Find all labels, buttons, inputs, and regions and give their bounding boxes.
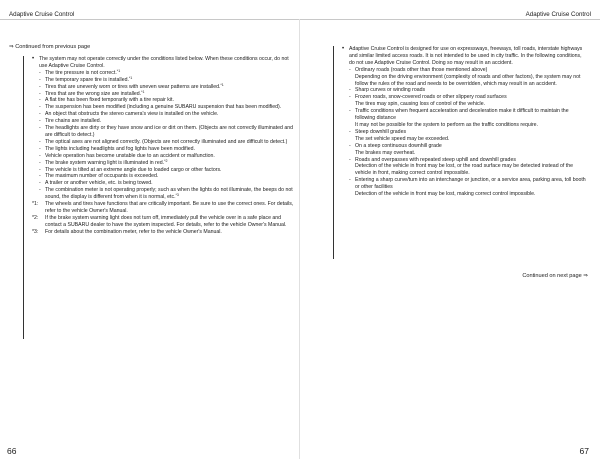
road-condition-label: - Sharp curves or winding roads	[355, 87, 426, 94]
road-condition-label: - Frozen roads, snow-covered roads or other slippery road surfaces	[355, 94, 507, 101]
condition-text: The vehicle is tilted at an extreme angle due to loaded cargo or other factors.	[45, 166, 222, 173]
footnote-ref: *1	[128, 75, 133, 80]
page-number-left: 66	[7, 446, 17, 456]
road-condition-label: - Steep downhill grades	[355, 128, 407, 135]
continued-on-next-page: Continued on next page ⇒	[522, 273, 588, 279]
footnote-list	[32, 201, 294, 236]
condition-item	[39, 118, 294, 125]
road-condition-label: - Entering a sharp curve/turn into an interchange or junction, or a service area, parking area, toll booth or other facilities	[355, 177, 586, 191]
condition-text: Tires that are the wrong size are installed.	[45, 90, 142, 97]
road-condition-item	[349, 94, 587, 108]
condition-text: The temporary spare tire is installed.	[45, 76, 129, 83]
footnote	[32, 201, 294, 215]
condition-text: Tire chains are installed.	[45, 118, 102, 125]
condition-text: The headlights are dirty or they have snow and ice or dirt on them. (Objects are not correctly illuminated and are difficult to detect.)	[45, 125, 293, 138]
footnote-ref: *2	[164, 158, 168, 163]
footnote-text: The wheels and tires have functions that are critically important. Be sure to use the correct ones. For details, refer to the vehicle Owner's Manual.	[45, 201, 294, 214]
road-condition-label: - On a steep continuous downhill grade	[355, 142, 442, 149]
condition-item	[39, 97, 294, 104]
road-condition-detail: Detection of the vehicle in front may be lost, or the road surface may be detected instead of the vehicle in front, making correct control impossible.	[355, 163, 573, 177]
condition-list	[39, 70, 294, 201]
condition-item	[39, 104, 294, 111]
condition-text: The brake system warning light is illuminated in red.	[45, 159, 165, 166]
footnote-label: *1:	[32, 201, 39, 208]
condition-item	[39, 160, 294, 167]
road-condition-item	[349, 67, 587, 88]
road-condition-detail: Detection of the vehicle in front may be lost, making correct control impossible.	[355, 191, 536, 198]
condition-text: An object that obstructs the stereo camera's view is installed on the vehicle.	[45, 111, 219, 118]
footnote-text: For details about the combination meter, refer to the vehicle Owner's Manual.	[45, 228, 222, 235]
road-condition-label: - Roads and overpasses with repeated steep uphill and downhill grades	[355, 156, 516, 163]
condition-text: The combination meter is not operating properly; such as when the lights do not illuminate, the beeps do not sound, the display is different from when it is normal, etc.	[45, 187, 293, 201]
running-header-left: Adaptive Cruise Control	[9, 11, 75, 18]
footnote-text: If the brake system warning light does not turn off, immediately pull the vehicle over in a safe place and contact a SUBARU dealer to have the system inspected. For details, refer to the vehicle Owner's Manual.	[45, 214, 287, 228]
footnote-ref: *1	[116, 68, 121, 73]
footnote-ref: *1	[141, 89, 145, 94]
condition-item	[39, 111, 294, 118]
footnote-label: *2:	[32, 214, 39, 221]
warning-box-left	[23, 56, 294, 339]
condition-text: Tires that are unevenly worn or tires with uneven wear patterns are installed.	[45, 83, 221, 90]
road-condition-label: - Ordinary roads (roads other than those mentioned above)	[355, 66, 488, 73]
warning-box-right	[333, 46, 587, 259]
warning-bullet	[32, 56, 294, 201]
condition-item	[39, 173, 294, 180]
condition-item	[39, 91, 294, 98]
condition-text: A trailer or another vehicle, etc. is being towed.	[45, 180, 153, 187]
condition-item	[39, 70, 294, 77]
bullet-intro-text: Adaptive Cruise Control is designed for use on expressways, freeways, toll roads, interstate highways and similar limited access roads. It is not intended to be used in city traffic. In the following conditions, do not use Adaptive Cruise Control. Doing so may result in an accident.	[349, 46, 583, 66]
page-number-right: 67	[579, 446, 589, 456]
road-condition-item	[349, 87, 587, 94]
condition-text: Vehicle operation has become unstable due to an accident or malfunction.	[45, 152, 215, 159]
condition-item	[39, 146, 294, 153]
condition-item	[39, 125, 294, 139]
condition-item	[39, 139, 294, 146]
warning-bullet	[342, 46, 587, 198]
road-condition-detail: It may not be possible for the system to perform as the traffic conditions require.	[355, 121, 538, 128]
condition-item	[39, 167, 294, 174]
footnote-label: *3:	[32, 228, 39, 235]
road-condition-item	[349, 129, 587, 143]
road-condition-detail: The brakes may overheat.	[355, 149, 416, 156]
header-rule	[0, 19, 600, 20]
road-condition-item	[349, 108, 587, 129]
road-condition-item	[349, 177, 587, 198]
condition-item	[39, 187, 294, 201]
bullet-intro-text: The system may not operate correctly under the conditions listed below. When these conditions occur, do not use Adaptive Cruise Control.	[39, 56, 289, 69]
footnote-ref: *3	[175, 193, 179, 198]
condition-text: The maximum number of occupants is exceeded.	[45, 173, 159, 180]
road-condition-label: - Traffic conditions when frequent acceleration and deceleration make it difficult to maintain the following distance	[355, 108, 569, 122]
road-condition-detail: The tires may spin, causing loss of control of the vehicle.	[355, 101, 486, 108]
road-condition-detail: Depending on the driving environment (complexity of roads and other factors), the system may not follow the rules of the road and needs to be overridden, which may result in an accident.	[355, 73, 581, 87]
road-condition-detail: The set vehicle speed may be exceeded.	[355, 135, 450, 142]
condition-item	[39, 180, 294, 187]
footnote	[32, 229, 294, 236]
page-gutter	[299, 19, 300, 459]
condition-text: The optical axes are not aligned correctly. (Objects are not correctly illuminated and are difficult to detect.)	[45, 138, 288, 145]
condition-text: The lights including headlights and fog lights have been modified.	[45, 145, 195, 152]
road-condition-item	[349, 157, 587, 178]
condition-text: A flat tire has been fixed temporarily with a tire repair kit.	[45, 97, 174, 104]
continued-from-previous-page: ⇒ Continued from previous page	[9, 44, 91, 50]
footnote	[32, 215, 294, 229]
running-header-right: Adaptive Cruise Control	[525, 11, 591, 18]
footnote-ref: *1	[220, 82, 224, 87]
condition-item	[39, 77, 294, 84]
condition-text: The suspension has been modified (including a genuine SUBARU suspension that has been modified).	[45, 104, 282, 111]
road-condition-list	[349, 67, 587, 198]
road-condition-item	[349, 143, 587, 157]
condition-item	[39, 84, 294, 91]
condition-text: The tire pressure is not correct.	[45, 69, 117, 76]
